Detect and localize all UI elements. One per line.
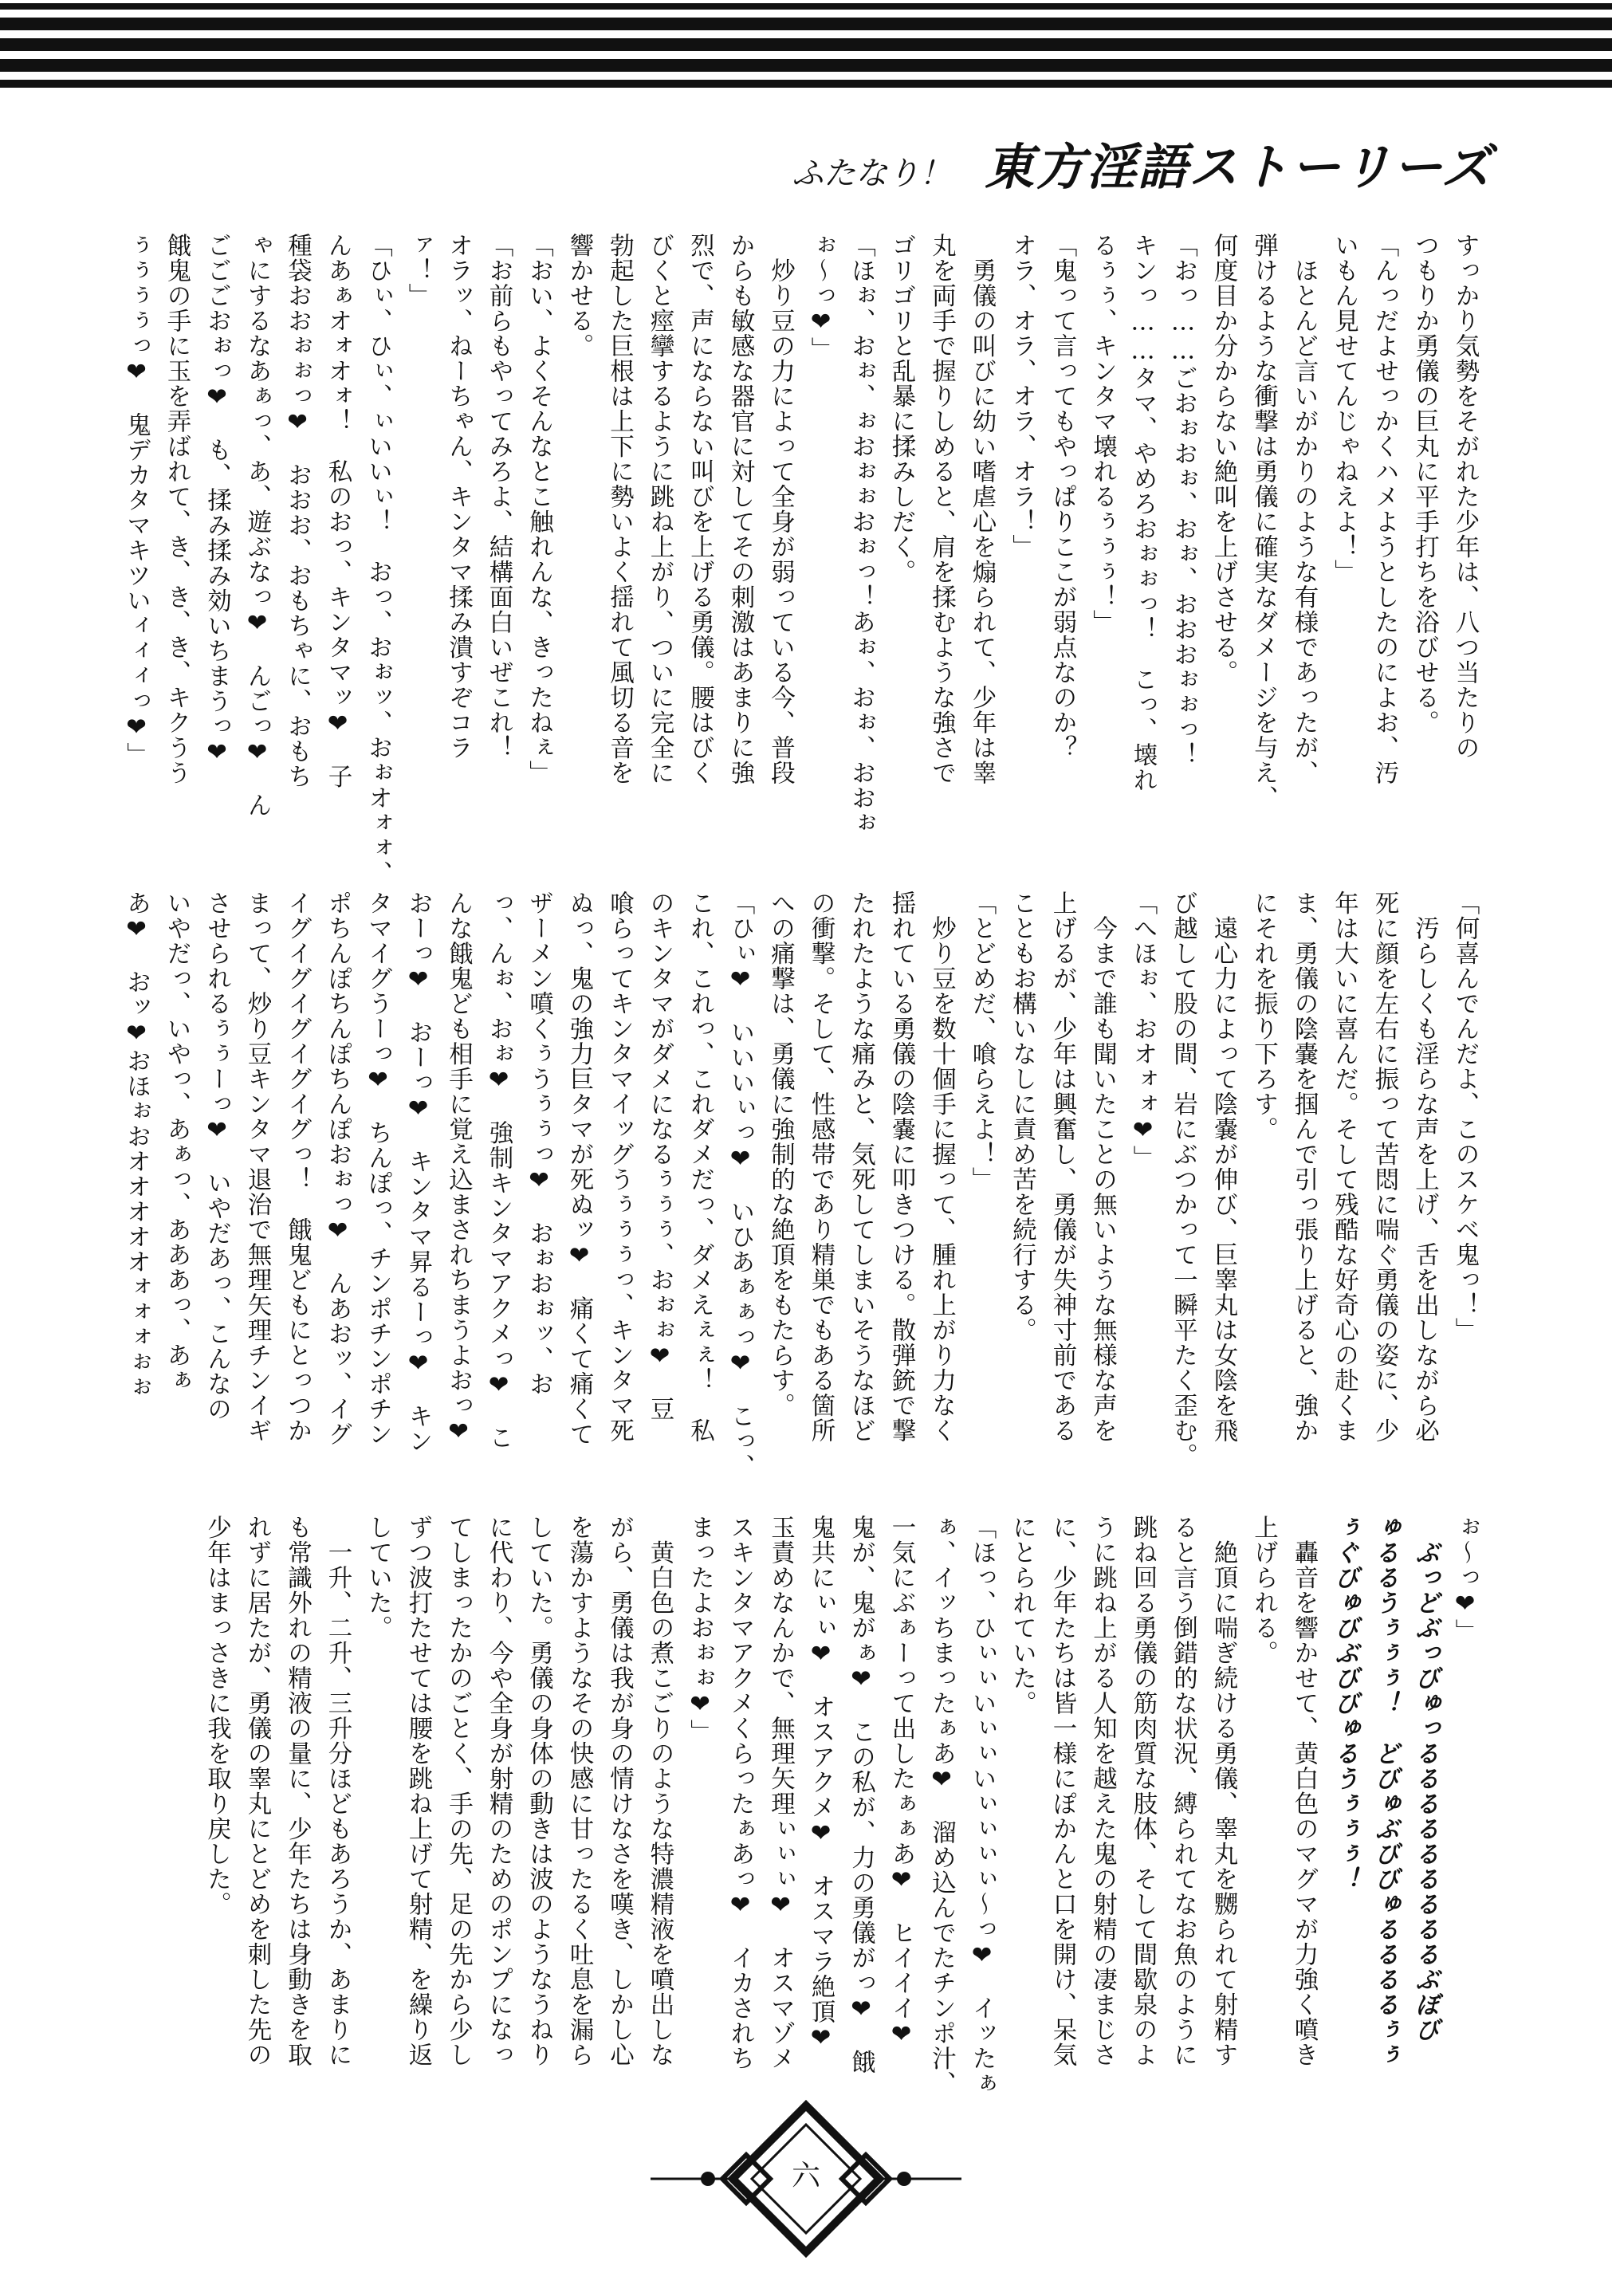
text-line: んあぁオォオォ！ 私のおっ、キンタマッ❤ 子 bbox=[324, 233, 352, 789]
text-line: 上げられる。 bbox=[1249, 1515, 1278, 1665]
text-line: 年は大いに喜んだ。そして残酷な好奇心の赴くま bbox=[1330, 890, 1358, 1443]
text-line: すっかり気勢をそがれた少年は、八つ当たりの bbox=[1451, 233, 1479, 761]
text-line: 絶頂に喘ぎ続ける勇儀、睾丸を嬲られて射精す bbox=[1209, 1515, 1237, 2067]
text-line: ぁ、イッちまったぁあ❤ 溜め込んでたチンポ汁、 bbox=[927, 1515, 956, 2096]
text-line: 轟音を響かせて、黄白色のマグマが力強く噴き bbox=[1290, 1515, 1318, 2067]
text-line: 勃起した巨根は上下に勢いよく揺れて風切る音を bbox=[605, 233, 634, 785]
text-line: 炒り豆を数十個手に握って、腫れ上がり力なく bbox=[927, 890, 956, 1443]
text-line: 跳ね回る勇儀の筋肉質な肢体、そして間歇泉のよ bbox=[1129, 1515, 1157, 2067]
page-header bbox=[792, 128, 1492, 199]
text-line: 「ほっ、ひぃぃいぃぃいぃぃぃぃ～っ❤ イッたぁ bbox=[968, 1515, 996, 2096]
text-line: 鬼が、鬼がぁ❤ この私が、力の勇儀がっ❤ 餓 bbox=[847, 1515, 875, 2074]
text-line: ゴリゴリと乱暴に揉みしだく。 bbox=[887, 233, 915, 584]
text-line: ほとんど言いがかりのような有様であったが、 bbox=[1290, 233, 1318, 785]
text-line: ぉ～っ❤」 bbox=[807, 233, 835, 362]
text-line: していた。勇儀の身体の動きは波のようなうねり bbox=[525, 1515, 553, 2067]
text-line: 汚らしくも淫らな声を上げ、舌を出しながら必 bbox=[1410, 890, 1439, 1443]
series-subtitle: ふたなり！ bbox=[792, 155, 952, 192]
text-line: つもりか勇儀の巨丸に平手打ちを浴びせる。 bbox=[1410, 233, 1439, 735]
text-line: 響かせる。 bbox=[565, 233, 593, 359]
text-line: タマイグうーっ❤ ちんぽっ、チンポチンポチン bbox=[364, 890, 392, 1447]
text-line: のキンタマがダメになるぅぅぅ、おぉぉ❤ 豆 bbox=[646, 890, 674, 1421]
text-line: れずに居たが、勇儀の睾丸にとどめを刺した先の bbox=[243, 1515, 271, 2067]
text-line: うに跳ね上がる人知を越えた鬼の射精の凄まじさ bbox=[1088, 1515, 1117, 2067]
text-line: からも敏感な器官に対してその刺激はあまりに強 bbox=[726, 233, 754, 785]
text-line: がら、勇儀は我が身の情けなさを嘆き、しかし心 bbox=[605, 1515, 634, 2067]
text-line: 「おっ……ごおぉおぉ、おぉ、おおおぉぉっ！ bbox=[1169, 233, 1197, 768]
text-line: ァ！」 bbox=[404, 233, 432, 309]
text-block-top bbox=[120, 233, 1484, 886]
text-line: 炒り豆の力によって全身が弱っている今、普段 bbox=[766, 233, 795, 785]
text-line: 何度目か分からない絶叫を上げさせる。 bbox=[1209, 233, 1237, 685]
text-line: 種袋おおぉぉっ❤ おおお、おもちゃに、おもち bbox=[283, 233, 312, 789]
text-line: こともお構いなしに責め苦を続行する。 bbox=[1008, 890, 1036, 1343]
text-line: 一気にぶぁーって出したぁぁあ❤ ヒイイイ❤ bbox=[887, 1515, 915, 2050]
text-line: オラ、オラ、オラ、オラ！」 bbox=[1008, 233, 1036, 560]
text-line: していた。 bbox=[364, 1515, 392, 1641]
text-line: 「とどめだ、喰らえよ！」 bbox=[968, 890, 996, 1192]
text-line: ずつ波打たせては腰を跳ね上げて射精、を繰り返 bbox=[404, 1515, 432, 2067]
text-line: ごごごおぉっ❤ も、揉み揉み効いちまうっ❤ bbox=[202, 233, 231, 768]
text-line: 丸を両手で握りしめると、肩を揉むような強さで bbox=[927, 233, 956, 785]
text-line: 「んっだよせっかくハメようとしたのによお、汚 bbox=[1370, 233, 1398, 785]
text-block-middle bbox=[120, 890, 1484, 1479]
text-line: オラッ、ねーちゃん、キンタマ揉み潰すぞコラ bbox=[444, 233, 473, 761]
text-line: 「ひぃ、ひぃ、ぃいいぃ！ おっ、おぉッ、おぉオォォ、 bbox=[364, 233, 392, 886]
text-line: 餓鬼の手に玉を弄ばれて、き、き、き、キクうう bbox=[163, 233, 191, 785]
text-line: 「ひぃ❤ いいいぃっ❤ いひあぁぁっ❤ こっ、 bbox=[726, 890, 754, 1479]
text-line: ま、勇儀の陰嚢を掴んで引っ張り上げると、強か bbox=[1290, 890, 1318, 1443]
text-line: への痛撃は、勇儀に強制的な絶頂をもたらす。 bbox=[766, 890, 795, 1418]
text-line: っ、んぉ、おぉ❤ 強制キンタマアクメっ❤ こ bbox=[485, 890, 513, 1450]
text-line: にそれを振り下ろす。 bbox=[1249, 890, 1278, 1142]
text-line: ザーメン噴くぅうぅぅっ❤ おぉおぉッ、お bbox=[525, 890, 553, 1397]
page-number: 六 bbox=[791, 2160, 820, 2192]
text-line: ぬっ、鬼の強力巨タマが死ぬッ❤ 痛くて痛くて bbox=[565, 890, 593, 1447]
text-line: 遠心力によって陰嚢が伸び、巨睾丸は女陰を飛 bbox=[1209, 890, 1237, 1443]
text-line: 「おい、よくそんなとこ触れんな、きったねぇ」 bbox=[525, 233, 553, 785]
text-line: 死に顔を左右に振って苦悶に喘ぐ勇儀の姿に、少 bbox=[1370, 890, 1398, 1443]
text-line: 今まで誰も聞いたことの無いような無様な声を bbox=[1088, 890, 1117, 1443]
text-line: あ❤ おッ❤おほぉおオオオオオォォォぉぉ bbox=[122, 890, 151, 1400]
text-line: ると言う倒錯的な状況、縛られてなお魚のように bbox=[1169, 1515, 1197, 2067]
text-line: まって、炒り豆キンタマ退治で無理矢理チンイギ bbox=[243, 890, 271, 1443]
text-line: ぅぅぅぅっ❤ 鬼デカタマキツいィィィっ❤」 bbox=[122, 233, 151, 768]
text-line: 「へほぉ、おオォォ❤」 bbox=[1129, 890, 1157, 1170]
text-line: イグイグイグイグイグっ！ 餓鬼どもにとっつか bbox=[283, 890, 312, 1443]
text-line: 喰らってキンタマイッグうぅぅぅっ、キンタマ死 bbox=[605, 890, 634, 1443]
text-line: いやだっ、いやっ、あぁっ、あああっ、あぁ bbox=[163, 890, 191, 1393]
text-line: まったよおぉぉ❤」 bbox=[686, 1515, 714, 1744]
text-line: ぉ～っ❤」 bbox=[1451, 1515, 1479, 1644]
text-line: たれたような痛みと、気死してしまいそうなほど bbox=[847, 890, 875, 1443]
text-line: 少年はまっさきに我を取り戻した。 bbox=[202, 1515, 231, 1917]
text-line: 勇儀の叫びに幼い嗜虐心を煽られて、少年は睾 bbox=[968, 233, 996, 785]
text-line: ポちんぽちんぽちんぽおぉっ❤ んあおッ、イグ bbox=[324, 890, 352, 1447]
text-line: 一升、二升、三升分ほどもあろうか、あまりに bbox=[324, 1515, 352, 2067]
text-line: ゃにするなあぁっ、あ、遊ぶなっ❤ んごっ❤ ん bbox=[243, 233, 271, 818]
text-line: 「お前らもやってみろよ、結構面白いぜこれ！ bbox=[485, 233, 513, 761]
text-line: させられるぅぅーっ❤ いやだあっ、こんなの bbox=[202, 890, 231, 1421]
text-line: スキンタマアクメくらったぁあっ❤ イカされち bbox=[726, 1515, 754, 2071]
text-line: いもん見せてんじゃねえよ！」 bbox=[1330, 233, 1358, 584]
text-line: るぅぅ、キンタマ壊れるぅぅぅ！」 bbox=[1088, 233, 1117, 635]
text-line: これ、これっ、これダメだっ、ダメえぇぇ！ 私 bbox=[686, 890, 714, 1443]
text-line: ゅるるうぅぅぅ！ どびゅぶびびゅるるるるぅぅ bbox=[1370, 1515, 1398, 2067]
text-line: 弾けるような衝撃は勇儀に確実なダメージを与え、 bbox=[1249, 233, 1278, 811]
text-line: 「ほぉ、おぉ、ぉおぉぉおぉっ！あぉ、おぉ、おおぉ bbox=[847, 233, 875, 835]
text-line: びくと痙攣するように跳ね上がり、ついに完全に bbox=[646, 233, 674, 785]
text-line: てしまったかのごとく、手の先、足の先から少し bbox=[444, 1515, 473, 2067]
text-line: にとられていた。 bbox=[1008, 1515, 1036, 1716]
text-line: の衝撃。そして、性感帯であり精巣でもある箇所 bbox=[807, 890, 835, 1443]
text-line: おーっ❤ おーっ❤ キンタマ昇るーっ❤ キン bbox=[404, 890, 432, 1454]
text-block-bottom bbox=[120, 1515, 1484, 2096]
text-line: に代わり、今や全身が射精のためのポンプになっ bbox=[485, 1515, 513, 2067]
text-line: キンっ……タマ、やめろおぉぉっ！ こっ、壊れ bbox=[1129, 233, 1157, 792]
text-line: び越して股の間、岩にぶつかって一瞬平たく歪む。 bbox=[1169, 890, 1197, 1468]
text-line: ぅぐびゅびぶびびゅるうぅぅぅ！ bbox=[1330, 1515, 1358, 1892]
series-title: 東方淫語ストーリーズ bbox=[985, 138, 1492, 196]
text-line: 玉責めなんかで、無理矢理ぃぃぃ❤ オスマゾメ bbox=[766, 1515, 795, 2071]
text-line: も常識外れの精液の量に、少年たちは身動きを取 bbox=[283, 1515, 312, 2067]
text-line: ぶっどぶっびゅっるるるるるるるるるぶぼび bbox=[1410, 1515, 1439, 2042]
text-line: を蕩かすようなその快感に甘ったるく吐息を漏ら bbox=[565, 1515, 593, 2067]
text-line: 上げるが、少年は興奮し、勇儀が失神寸前である bbox=[1048, 890, 1076, 1443]
text-line: 烈で、声にならない叫びを上げる勇儀。腰はびく bbox=[686, 233, 714, 785]
text-line: 「鬼って言ってもやっぱりここが弱点なのか？ bbox=[1048, 233, 1076, 761]
text-line: 揺れている勇儀の陰嚢に叩きつける。散弾銃で撃 bbox=[887, 890, 915, 1443]
text-line: 鬼共にぃぃ❤ オスアクメ❤ オスマラ絶頂❤ bbox=[807, 1515, 835, 2053]
text-line: 黄白色の煮こごりのような特濃精液を噴出しな bbox=[646, 1515, 674, 2067]
text-line: に、少年たちは皆一様にぽかんと口を開け、呆気 bbox=[1048, 1515, 1076, 2067]
text-line: 「何喜んでんだよ、このスケベ鬼っ！」 bbox=[1451, 890, 1479, 1343]
text-line: んな餓鬼ども相手に覚え込まされちまうよおっ❤ bbox=[444, 890, 473, 1447]
